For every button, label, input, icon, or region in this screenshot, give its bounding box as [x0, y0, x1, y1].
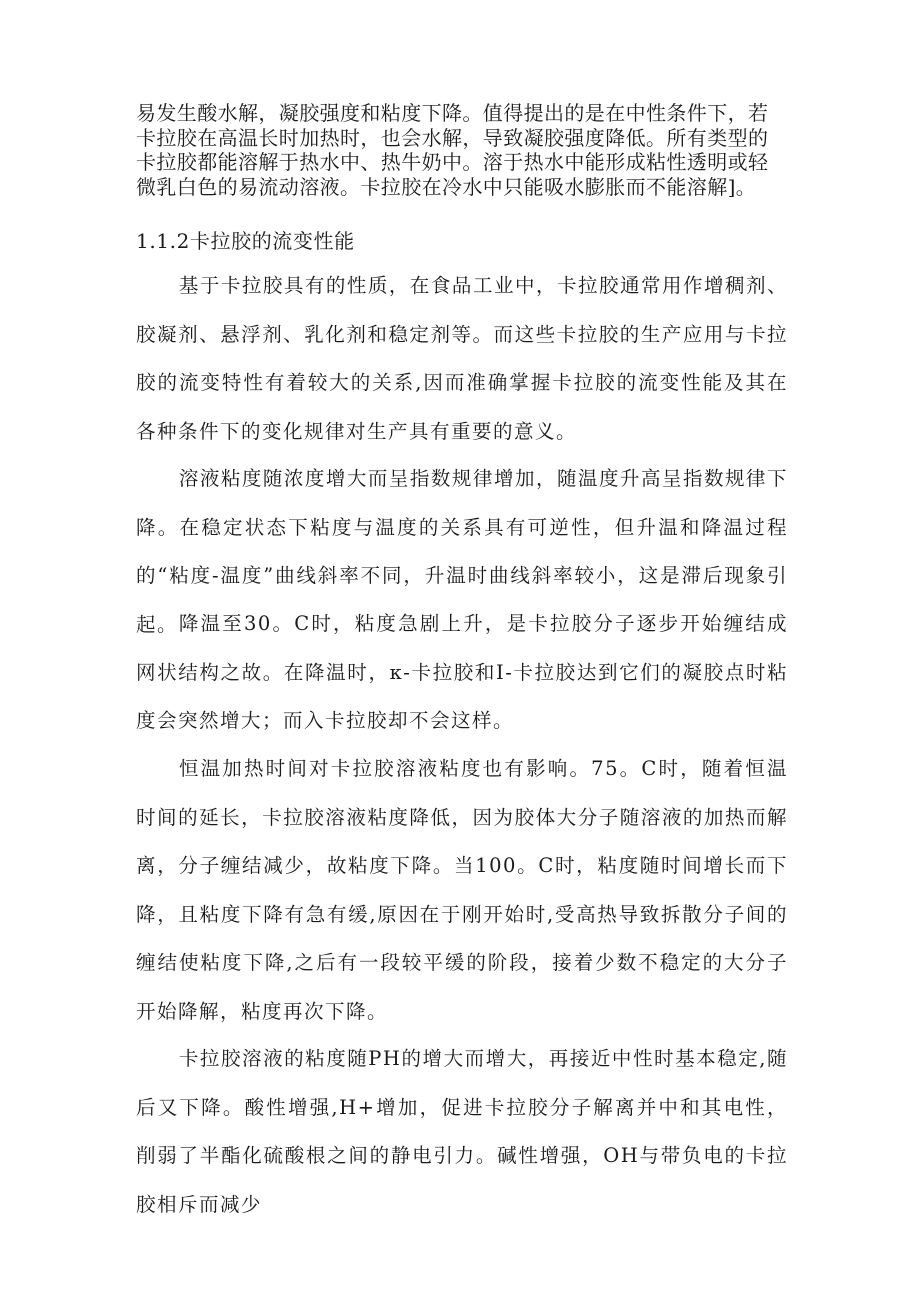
paragraph-concentration-temperature: 溶液粘度随浓度增大而呈指数规律增加，随温度升高呈指数规律下降。在稳定状态下粘度与温度的关系具有可逆性，但升温和降温过程的“粘度-温度”曲线斜率不同，升温时曲线斜率较小，这是滞后现象引起。: [136, 467, 788, 636]
paragraph-cooling: 降温至30。C时，粘度急剧上升，是卡拉胶分子逐步开始缠结成网状结构之故。在降温时，κ-卡拉胶和I-卡拉胶达到它们的凝胶点时粘度会突然增大；而入卡拉胶却不会这样。: [136, 612, 788, 732]
paragraph-applications: 基于卡拉胶具有的性质，在食品工业中，卡拉胶通常用作增稠剂、胶凝剂、悬浮剂、乳化剂和稳定剂等。而这些卡拉胶的生产应用与卡拉胶的流变特性有着较大的关系,因而准确掌握卡拉胶的流变性能及其在各种条件下的变化规律对生产具有重要的意义。: [136, 274, 788, 443]
section-heading: 1.1.2卡拉胶的流变性能: [136, 229, 355, 253]
intro-paragraph: 易发生酸水解，凝胶强度和粘度下降。值得提出的是在中性条件下，若卡拉胶在高温长时加热时，也会水解，导致凝胶强度降低。所有类型的卡拉胶都能溶解于热水中、热牛奶中。溶于热水中能形成粘性透明或轻微乳白色的易流动溶液。卡拉胶在冷水中只能吸水膨胀而不能溶解]。: [136, 101, 769, 199]
paragraph-heating-time: 恒温加热时间对卡拉胶溶液粘度也有影响。75。C时，随着恒温时间的延长，卡拉胶溶液粘度降低，因为胶体大分子随溶液的加热而解离，分子缠结减少，故粘度下降。当100。C时，粘度随时间增长而下降，且粘度下降有急有缓,原因在于刚开始时,受高热导致拆散分子间的缠结使粘度下降,之后有一段较平缓的阶段，接着少数不稳定的大分子开始降解，粘度再次下降。: [136, 757, 788, 1023]
paragraph-ph: 卡拉胶溶液的粘度随PH的增大而增大，再接近中性时基本稳定,随后又下降。酸性增强,H+增加，促进卡拉胶分子解离并中和其电性，削弱了半酯化硫酸根之间的静电引力。碱性增强，OH与带负电的卡拉胶相斥而减少: [136, 1047, 788, 1216]
